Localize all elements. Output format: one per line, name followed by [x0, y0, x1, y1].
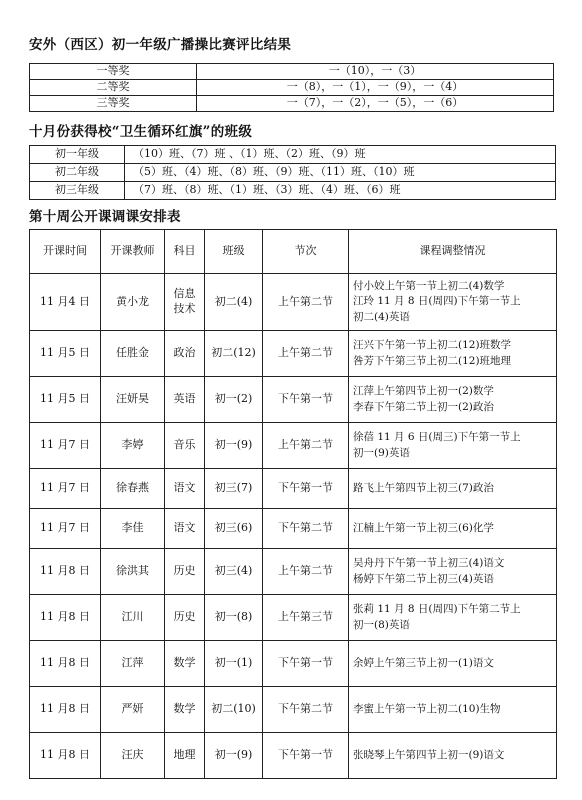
adjustment-cell [349, 687, 557, 733]
period-cell: 上午第三节 [263, 595, 349, 641]
subject-line: 数学 [173, 656, 196, 670]
adjustment-cell [349, 331, 557, 377]
open-class-schedule-table [29, 229, 557, 779]
adjustment-line: 杨婷下午第二节上初三(4)英语 [353, 572, 494, 585]
table-row [30, 595, 557, 641]
period-cell: 下午第一节 [263, 641, 349, 687]
adjustment-cell [349, 733, 557, 779]
date-cell: 11 月8 日 [30, 733, 101, 779]
grade-classes: （7）班、（8）班、（1）班、（3）班、（4）班、（6）班 [125, 182, 556, 200]
award-label: 二等奖 [30, 80, 197, 96]
subject-cell [165, 509, 205, 549]
adjustment-line: 江玲 11 月 8 日(周四)下午第一节上 [353, 295, 521, 308]
teacher-cell: 李佳 [101, 509, 165, 549]
adjustment-line: 初二(4)英语 [353, 310, 410, 323]
table-row [30, 80, 554, 96]
adjustment-line: 张晓琴上午第四节上初一(9)语文 [353, 748, 505, 761]
date-cell: 11 月8 日 [30, 595, 101, 641]
subject-line: 语文 [173, 521, 196, 535]
grade-label: 初一年级 [30, 146, 125, 164]
table-row [30, 146, 556, 164]
table-row [30, 64, 554, 80]
date-cell: 11 月5 日 [30, 331, 101, 377]
table-row [30, 549, 557, 595]
class-cell: 初一(1) [205, 641, 263, 687]
subject-line: 信息 [173, 287, 196, 301]
column-header: 开课时间 [30, 230, 101, 274]
class-cell: 初一(9) [205, 733, 263, 779]
period-cell: 上午第二节 [263, 549, 349, 595]
adjustment-cell [349, 641, 557, 687]
table-row [30, 377, 557, 423]
subject-cell [165, 641, 205, 687]
subject-cell [165, 469, 205, 509]
subject-line: 音乐 [173, 438, 196, 452]
date-cell: 11 月7 日 [30, 509, 101, 549]
period-cell: 下午第一节 [263, 377, 349, 423]
adjustment-cell [349, 469, 557, 509]
table-row [30, 274, 557, 331]
column-header: 节次 [263, 230, 349, 274]
teacher-cell: 严妍 [101, 687, 165, 733]
column-header: 开课教师 [101, 230, 165, 274]
subject-line: 历史 [173, 610, 196, 624]
grade-classes: （10）班、（7）班 、（1）班、（2）班、（9）班 [125, 146, 556, 164]
subject-cell [165, 331, 205, 377]
adjustment-line: 李蜜上午第一节上初二(10)生物 [353, 702, 501, 715]
adjustment-line: 吴舟丹下午第一节上初三(4)语文 [353, 557, 505, 570]
hygiene-flag-table [29, 145, 556, 200]
subject-line: 英语 [173, 392, 196, 406]
period-cell: 下午第一节 [263, 733, 349, 779]
adjustment-cell [349, 274, 557, 331]
broadcast-exercise-title: 安外（西区）初一年级广播操比赛评比结果 [29, 37, 292, 53]
adjustment-line: 初一(9)英语 [353, 446, 410, 459]
adjustment-line: 李春下午第二节上初一(2)政治 [353, 400, 494, 413]
table-row [30, 509, 557, 549]
adjustment-line: 江楠上午第一节上初三(6)化学 [353, 521, 494, 534]
class-cell: 初一(9) [205, 423, 263, 469]
table-row [30, 641, 557, 687]
teacher-cell: 徐洪其 [101, 549, 165, 595]
date-cell: 11 月7 日 [30, 423, 101, 469]
table-row [30, 423, 557, 469]
adjustment-cell [349, 423, 557, 469]
class-cell: 初二(4) [205, 274, 263, 331]
teacher-cell: 汪妍昊 [101, 377, 165, 423]
class-cell: 初一(2) [205, 377, 263, 423]
period-cell: 上午第二节 [263, 274, 349, 331]
period-cell: 下午第二节 [263, 509, 349, 549]
date-cell: 11 月5 日 [30, 377, 101, 423]
class-cell: 初二(12) [205, 331, 263, 377]
adjustment-cell [349, 377, 557, 423]
award-classes: 一（10），一（3） [197, 64, 554, 80]
grade-classes: （5）班、（4）班、（8）班、（9）班、（11）班、（10）班 [125, 164, 556, 182]
award-classes: 一（7），一（2），一（5），一（6） [197, 96, 554, 112]
date-cell: 11 月8 日 [30, 549, 101, 595]
teacher-cell: 黄小龙 [101, 274, 165, 331]
class-cell: 初一(8) [205, 595, 263, 641]
grade-label: 初三年级 [30, 182, 125, 200]
period-cell: 上午第二节 [263, 423, 349, 469]
class-cell: 初三(7) [205, 469, 263, 509]
date-cell: 11 月7 日 [30, 469, 101, 509]
grade-label: 初二年级 [30, 164, 125, 182]
date-cell: 11 月8 日 [30, 687, 101, 733]
subject-line: 地理 [173, 748, 196, 762]
teacher-cell: 汪庆 [101, 733, 165, 779]
adjustment-cell [349, 549, 557, 595]
subject-cell [165, 274, 205, 331]
period-cell: 上午第二节 [263, 331, 349, 377]
subject-cell [165, 423, 205, 469]
table-row [30, 687, 557, 733]
period-cell: 下午第二节 [263, 687, 349, 733]
adjustment-line: 路飞上午第四节上初三(7)政治 [353, 481, 494, 494]
subject-line: 语文 [173, 481, 196, 495]
class-cell: 初三(4) [205, 549, 263, 595]
subject-cell [165, 595, 205, 641]
adjustment-line: 张莉 11 月 8 日(周四)下午第二节上 [353, 603, 521, 616]
adjustment-line: 咎芳下午第三节上初二(12)班地理 [353, 354, 512, 367]
open-class-schedule-title: 第十周公开课调课安排表 [29, 209, 181, 225]
subject-line: 技术 [173, 302, 196, 315]
subject-line: 数学 [173, 702, 196, 716]
subject-cell [165, 687, 205, 733]
adjustment-line: 汪兴下午第一节上初二(12)班数学 [353, 339, 512, 352]
adjustment-line: 付小姣上午第一节上初二(4)数学 [353, 280, 505, 293]
subject-cell [165, 549, 205, 595]
column-header: 课程调整情况 [349, 230, 557, 274]
date-cell: 11 月4 日 [30, 274, 101, 331]
class-cell: 初三(6) [205, 509, 263, 549]
column-header: 科目 [165, 230, 205, 274]
hygiene-flag-title: 十月份获得校“卫生循环红旗”的班级 [29, 124, 253, 140]
subject-cell [165, 733, 205, 779]
teacher-cell: 任胜金 [101, 331, 165, 377]
adjustment-line: 余婷上午第三节上初一(1)语文 [353, 656, 494, 669]
adjustment-cell [349, 509, 557, 549]
table-header-row [30, 230, 557, 274]
subject-line: 政治 [173, 346, 196, 360]
period-cell: 下午第一节 [263, 469, 349, 509]
teacher-cell: 江川 [101, 595, 165, 641]
award-label: 三等奖 [30, 96, 197, 112]
adjustment-line: 江萍上午第四节上初一(2)数学 [353, 385, 494, 398]
table-row [30, 182, 556, 200]
award-label: 一等奖 [30, 64, 197, 80]
adjustment-line: 初一(8)英语 [353, 618, 410, 631]
subject-cell [165, 377, 205, 423]
date-cell: 11 月8 日 [30, 641, 101, 687]
class-cell: 初二(10) [205, 687, 263, 733]
column-header: 班级 [205, 230, 263, 274]
adjustment-line: 徐蓓 11 月 6 日(周三)下午第一节上 [353, 431, 521, 444]
table-row [30, 733, 557, 779]
award-classes: 一（8），一（1），一（9），一（4） [197, 80, 554, 96]
teacher-cell: 徐春燕 [101, 469, 165, 509]
table-row [30, 331, 557, 377]
table-row [30, 469, 557, 509]
table-row [30, 96, 554, 112]
teacher-cell: 江萍 [101, 641, 165, 687]
teacher-cell: 李婷 [101, 423, 165, 469]
broadcast-exercise-results-table [29, 63, 554, 112]
table-row [30, 164, 556, 182]
subject-line: 历史 [173, 564, 196, 578]
adjustment-cell [349, 595, 557, 641]
